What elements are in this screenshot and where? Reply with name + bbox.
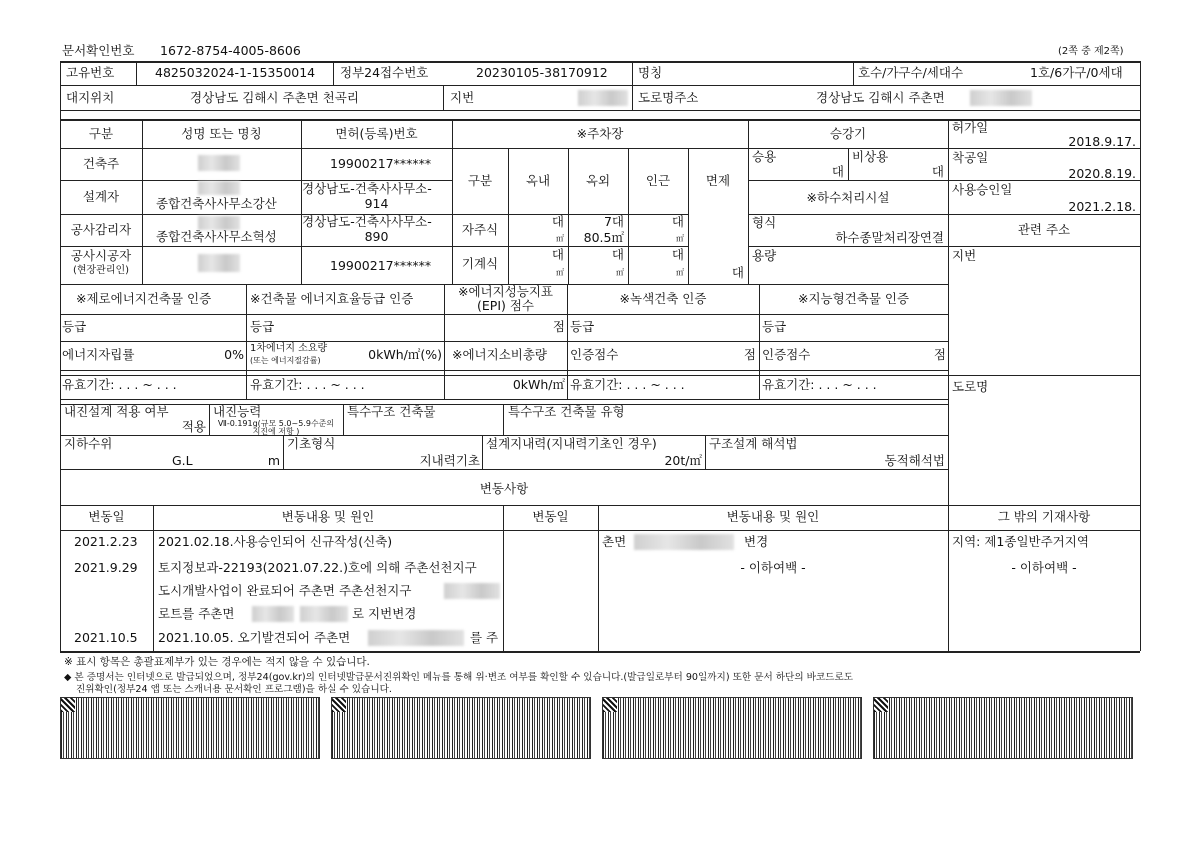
supervisor-license-2: 890 <box>364 229 389 244</box>
doc-number: 1672-8754-4005-8606 <box>160 43 301 58</box>
cert-epi-2: (EPI) 점수 <box>477 298 534 313</box>
designer-license-1: 경상남도-건축사사무소- <box>302 181 432 196</box>
green-score-label: 인증점수 <box>570 347 619 362</box>
seismic-capacity-value-1: Ⅶ-0.191g(규모 5.0~5.9수준의 <box>217 419 335 428</box>
changes-title: 변동사항 <box>479 481 529 496</box>
bearing-label: 설계지내력(지내력기초인 경우) <box>486 436 657 451</box>
redacted-change-4b <box>300 606 348 622</box>
changes-content-col: 변동내용 및 원인 <box>281 509 375 524</box>
supervisor-label: 공사감리자 <box>70 222 132 237</box>
unique-no-value: 4825032024-1-15350014 <box>155 65 316 80</box>
redacted-supervisor <box>198 216 240 230</box>
people-col-license: 면허(등록)번호 <box>335 126 418 141</box>
parking-self-nearby: 대 <box>671 214 684 229</box>
redacted-contractor <box>198 254 240 272</box>
supervisor-name: 종합건축사사무소혁성 <box>156 229 277 244</box>
smart-score-unit: 점 <box>933 347 946 362</box>
zero-energy-validity: 유효기간: . . . ~ . . . <box>62 377 177 392</box>
smart-validity: 유효기간: . . . ~ . . . <box>762 377 877 392</box>
parking-mech-outdoor-area: ㎡ <box>616 268 624 277</box>
parking-self-indoor: 대 <box>551 214 564 229</box>
parking-self-label: 자주식 <box>461 222 499 237</box>
page-info: (2쪽 중 제2쪽) <box>1058 46 1124 57</box>
bearing-value: 20t/㎡ <box>664 453 702 468</box>
permit-date-label: 허가일 <box>952 120 989 135</box>
parking-col-nearby: 인근 <box>645 173 671 188</box>
parking-exempt-unit: 대 <box>731 265 744 280</box>
parking-mech-indoor: 대 <box>551 247 564 262</box>
seismic-apply-label: 내진설계 적용 여부 <box>64 404 169 419</box>
parking-mech-outdoor: 대 <box>611 247 624 262</box>
analysis-value: 동적해석법 <box>884 453 945 468</box>
redacted-change-3 <box>444 583 500 599</box>
related-address-title: 관련 주소 <box>1017 222 1071 237</box>
primary-energy-value: 0kWh/㎡(%) <box>368 347 442 362</box>
cert-epi-1: ※에너지성능지표 <box>458 284 553 299</box>
redacted-change-4a <box>252 606 294 622</box>
gov24-value: 20230105-38170912 <box>476 65 608 80</box>
smart-grade-label: 등급 <box>762 319 787 334</box>
change-text-5-end: 를 주 <box>470 630 499 645</box>
doc-number-label: 문서확인번호 <box>62 43 135 58</box>
cert-green: ※녹색건축 인증 <box>619 291 707 306</box>
seismic-apply-value: 적용 <box>181 419 206 434</box>
verification-barcode-3 <box>602 697 862 759</box>
parking-title: ※주차장 <box>576 126 624 141</box>
green-grade-label: 등급 <box>570 319 595 334</box>
related-road-label: 도로명 <box>952 379 989 394</box>
start-date: 2020.8.19. <box>1068 166 1136 181</box>
redacted-owner <box>198 155 240 171</box>
road-value: 경상남도 김해시 주촌면 <box>816 90 945 105</box>
people-col-name: 성명 또는 명칭 <box>181 126 262 141</box>
footer-note-2a: ◆ 본 증명서는 인터넷으로 발급되었으며, 정부24(gov.kr)의 인터넷발급문서진위확인 메뉴를 통해 위·변조 여부를 확인할 수 있습니다.(발급일로부터 90일까지) 또한 문서 하단의 바코드로도 <box>64 672 853 683</box>
approval-date: 2021.2.18. <box>1068 199 1136 214</box>
total-energy-value: 0kWh/㎡ <box>512 377 565 392</box>
other-end: - 이하여백 - <box>1011 560 1077 575</box>
cert-smart: ※지능형건축물 인증 <box>797 291 910 306</box>
contractor-label: 공사시공자 <box>70 248 132 263</box>
units-value: 1호/6가구/0세대 <box>1030 65 1123 80</box>
primary-energy-label-2: (또는 에너지절감률) <box>250 356 321 365</box>
redacted-designer <box>198 181 240 195</box>
road-label: 도로명주소 <box>638 90 699 105</box>
site-value: 경상남도 김해시 주촌면 천곡리 <box>190 90 359 105</box>
elevator-title: 승강기 <box>829 126 867 141</box>
designer-label: 설계자 <box>82 189 120 204</box>
change-date-1: 2021.2.23 <box>74 534 138 549</box>
parking-col-outdoor: 옥외 <box>585 173 611 188</box>
seismic-capacity-value-2: 지진에 저항 ) <box>252 427 300 436</box>
name-label: 명칭 <box>638 65 663 80</box>
cert-efficiency: ※건축물 에너지효율등급 인증 <box>250 291 414 306</box>
parking-col-exempt: 면제 <box>705 173 731 188</box>
other-value: 지역: 제1종일반주거지역 <box>952 534 1089 549</box>
groundwater-value: G.L <box>172 453 193 468</box>
supervisor-license-1: 경상남도-건축사사무소- <box>302 214 432 229</box>
epi-score-unit: 점 <box>552 319 565 334</box>
sewage-type-value: 하수종말처리장연결 <box>835 230 944 245</box>
contractor-license: 19900217****** <box>330 258 432 273</box>
unique-no-label: 고유번호 <box>66 65 115 80</box>
units-label: 호수/가구수/세대수 <box>858 65 964 80</box>
elevator-passenger-unit: 대 <box>831 164 844 179</box>
change-right-text-1: 촌면 <box>602 534 627 549</box>
permit-date: 2018.9.17. <box>1068 134 1136 149</box>
self-sufficiency-label: 에너지자립률 <box>62 347 135 362</box>
designer-license-2: 914 <box>364 196 389 211</box>
change-text-3: 도시개발사업이 완료되어 주촌면 주촌선천지구 <box>158 583 412 598</box>
special-structure-type-label: 특수구조 건축물 유형 <box>508 404 625 419</box>
redacted-lot <box>578 90 628 106</box>
verification-barcode-1 <box>60 697 320 759</box>
lot-label: 지번 <box>450 90 475 105</box>
redacted-change-5 <box>368 630 464 646</box>
change-text-4: 로트를 주촌면 <box>158 606 235 621</box>
verification-barcode-2 <box>331 697 591 759</box>
change-text-1: 2021.02.18.사용승인되어 신규작성(신축) <box>158 534 393 549</box>
parking-self-nearby-area: ㎡ <box>676 234 684 243</box>
start-date-label: 착공일 <box>952 150 989 165</box>
site-label: 대지위치 <box>66 90 115 105</box>
analysis-label: 구조설계 해석법 <box>709 436 798 451</box>
elevator-passenger-label: 승용 <box>752 149 777 164</box>
owner-license: 19900217****** <box>330 156 432 171</box>
self-sufficiency-value: 0% <box>224 347 244 362</box>
gov24-label: 정부24접수번호 <box>340 65 429 80</box>
special-structure-label: 특수구조 건축물 <box>347 404 436 419</box>
smart-score-label: 인증점수 <box>762 347 811 362</box>
elevator-emergency-unit: 대 <box>931 164 944 179</box>
sewage-type-label: 형식 <box>752 215 777 230</box>
change-date-2: 2021.9.29 <box>74 560 138 575</box>
approval-date-label: 사용승인일 <box>952 182 1013 197</box>
parking-mech-nearby: 대 <box>671 247 684 262</box>
owner-label: 건축주 <box>82 156 120 171</box>
foundation-value: 지내력기초 <box>419 453 480 468</box>
designer-name: 종합건축사사무소강산 <box>156 196 277 211</box>
change-text-5: 2021.10.05. 오기발견되어 주촌면 <box>158 630 351 645</box>
groundwater-unit: m <box>267 453 280 468</box>
sewage-capacity-label: 용량 <box>752 248 777 263</box>
green-validity: 유효기간: . . . ~ . . . <box>570 377 685 392</box>
parking-self-outdoor: 7대 <box>603 214 624 229</box>
verification-barcode-4 <box>873 697 1133 759</box>
efficiency-grade-label: 등급 <box>250 319 275 334</box>
change-date-5: 2021.10.5 <box>74 630 138 645</box>
people-col-category: 구분 <box>88 126 114 141</box>
parking-self-outdoor-area: 80.5㎡ <box>583 230 624 245</box>
change-text-4-end: 로 지번변경 <box>352 606 417 621</box>
elevator-emergency-label: 비상용 <box>852 149 889 164</box>
redacted-change-right <box>634 534 734 550</box>
change-right-text-2: 변경 <box>744 534 769 549</box>
parking-mech-label: 기계식 <box>461 256 499 271</box>
parking-col-category: 구분 <box>467 173 493 188</box>
cert-zero-energy: ※제로에너지건축물 인증 <box>76 291 212 306</box>
foundation-label: 기초형식 <box>287 436 336 451</box>
contractor-sublabel: (현장관리인) <box>72 265 130 276</box>
change-right-end: - 이하여백 - <box>740 560 806 575</box>
changes-other-col: 그 밖의 기재사항 <box>997 509 1091 524</box>
changes-content-col-2: 변동내용 및 원인 <box>726 509 820 524</box>
changes-date-col: 변동일 <box>88 509 125 524</box>
sewage-title: ※하수처리시설 <box>806 190 890 205</box>
primary-energy-label-1: 1차에너지 소요량 <box>250 343 328 354</box>
related-lot-label: 지번 <box>952 248 977 263</box>
parking-self-indoor-area: ㎡ <box>556 234 564 243</box>
parking-mech-nearby-area: ㎡ <box>676 268 684 277</box>
footer-note-2b: 진위확인(정부24 앱 또는 스캐너용 문서확인 프로그램)을 하실 수 있습니다. <box>76 684 392 695</box>
footer-note-1: ※ 표시 항목은 총괄표제부가 있는 경우에는 적지 않을 수 있습니다. <box>64 656 370 668</box>
change-text-2: 토지정보과-22193(2021.07.22.)호에 의해 주촌선천지구 <box>158 560 477 575</box>
seismic-capacity-label: 내진능력 <box>213 404 262 419</box>
efficiency-validity: 유효기간: . . . ~ . . . <box>250 377 365 392</box>
total-energy-label: ※에너지소비총량 <box>452 347 547 362</box>
parking-col-indoor: 옥내 <box>525 173 551 188</box>
zero-energy-grade-label: 등급 <box>62 319 87 334</box>
green-score-unit: 점 <box>743 347 756 362</box>
changes-date-col-2: 변동일 <box>532 509 569 524</box>
redacted-road <box>970 90 1032 106</box>
parking-mech-indoor-area: ㎡ <box>556 268 564 277</box>
groundwater-label: 지하수위 <box>64 436 113 451</box>
